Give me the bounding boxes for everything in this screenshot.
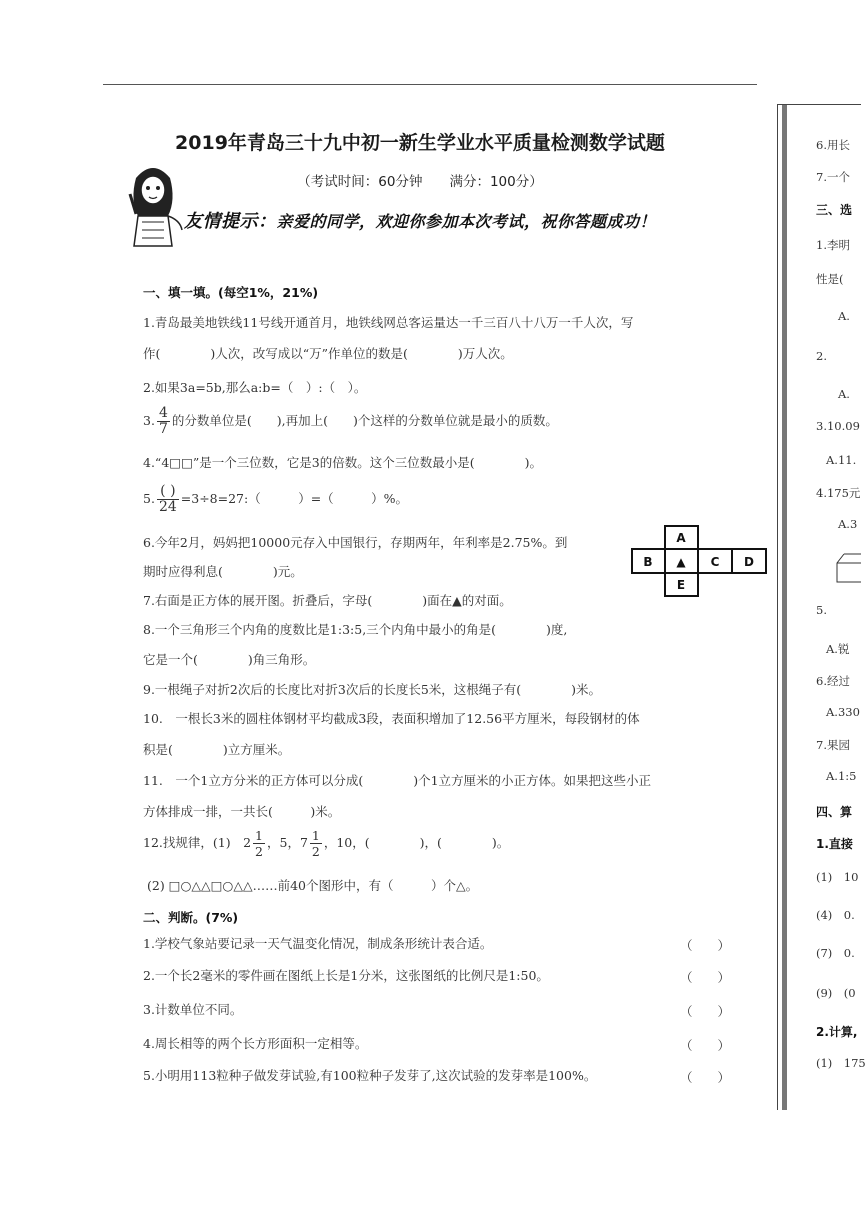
right-line: A.11. xyxy=(826,453,857,467)
right-line: A. xyxy=(838,309,850,323)
right-line: 6.经过 xyxy=(816,674,850,688)
right-line: 7.果园 xyxy=(816,738,850,752)
right-section-heading: 三、选 xyxy=(816,203,853,217)
question-12-text: ，5，7 xyxy=(267,835,308,850)
net-letter-b: B xyxy=(643,555,653,569)
question-8-line-1: 8.一个三角形三个内角的度数比是1:3:5,三个内角中最小的角是( )度, xyxy=(143,622,568,637)
answer-paren: （ ） xyxy=(680,1004,731,1019)
right-line: A. xyxy=(838,387,850,401)
net-letter-a: A xyxy=(676,531,686,545)
right-section-heading: 四、算 xyxy=(816,805,853,819)
fraction-numerator: 1 xyxy=(255,828,263,843)
answer-paren: （ ） xyxy=(680,1038,731,1053)
judgement-item: 5.小明用113粒种子做发芽试验,有100粒种子发芽了,这次试验的发芽率是100%。 xyxy=(143,1068,597,1083)
fraction-denominator: 7 xyxy=(158,421,168,437)
question-4: 4.“4□□”是一个三位数，它是3的倍数。这个三位数最小是( )。 xyxy=(143,455,542,470)
question-5-text: =3÷8=27:（ ）=（ ）%。 xyxy=(180,491,409,506)
cube-net-figure xyxy=(631,525,767,597)
right-line: 6.用长 xyxy=(816,138,850,152)
right-line: 性是( xyxy=(816,272,844,286)
fraction-one-half xyxy=(310,828,322,859)
right-line: (1) 175 xyxy=(816,1056,866,1070)
question-10-line-1: 10. 一根长3米的圆柱体钢材平均截成3段，表面积增加了12.56平方厘米，每段钢材的体 xyxy=(143,711,640,726)
right-line: 3.10.09 xyxy=(816,419,860,433)
section-1-heading: 一、填一填。(每空1%，21%) xyxy=(143,285,319,300)
right-line: 7.一个 xyxy=(816,170,850,184)
fraction-numerator: 1 xyxy=(311,828,320,843)
question-5 xyxy=(143,484,408,515)
friendly-tip xyxy=(184,207,656,233)
exam-title: 2019年青岛三十九中初一新生学业水平质量检测数学试题 xyxy=(175,132,665,154)
question-10-line-2: 积是( )立方厘米。 xyxy=(143,742,291,757)
page-edge xyxy=(782,105,787,1110)
question-5-number: 5. xyxy=(143,491,155,506)
right-subheading: 2.计算, xyxy=(816,1025,858,1039)
net-triangle: ▲ xyxy=(676,555,686,569)
question-11-line-1: 11. 一个1立方分米的正方体可以分成( )个1立方厘米的小正方体。如果把这些小正 xyxy=(143,773,652,788)
answer-paren: （ ） xyxy=(680,1070,731,1085)
tip-heading: 友情提示： xyxy=(184,211,277,232)
judgement-item: 3.计数单位不同。 xyxy=(143,1002,243,1017)
fraction-blank-24 xyxy=(157,484,179,515)
net-letter-c: C xyxy=(710,555,720,569)
question-2: 2.如果3a=5b,那么a:b=（ ）:（ ）。 xyxy=(143,380,367,395)
right-subheading: 1.直接 xyxy=(816,837,853,851)
fraction-denominator: 2 xyxy=(311,844,320,859)
question-3-number: 3. xyxy=(143,413,155,428)
net-letter-e: E xyxy=(676,578,686,592)
student-mascot-illustration xyxy=(122,160,184,248)
right-line: 2. xyxy=(816,349,827,363)
question-1-line-1: 1.青岛最美地铁线11号线开通首月，地铁线网总客运量达一千三百八十八万一千人次，写 xyxy=(143,315,634,330)
right-line: (9) (0 xyxy=(816,986,856,1000)
question-3 xyxy=(143,406,558,437)
question-12-part-2: (2) □○△△□○△△……前40个图形中，有（ ）个△。 xyxy=(147,878,479,893)
question-12-part-1 xyxy=(143,828,509,859)
answer-paren: （ ） xyxy=(680,970,731,985)
fraction-4-7 xyxy=(157,406,170,437)
judgement-item: 1.学校气象站要记录一天气温变化情况，制成条形统计表合适。 xyxy=(143,936,493,951)
right-line: A.锐 xyxy=(826,642,850,656)
section-2-heading: 二、判断。(7%) xyxy=(143,910,239,925)
right-line: A.330 xyxy=(826,705,860,719)
answer-paren: （ ） xyxy=(680,938,731,953)
question-11-line-2: 方体排成一排，一共长( )米。 xyxy=(143,804,341,819)
tip-text: 亲爱的同学，欢迎你参加本次考试，祝你答题成功！ xyxy=(276,212,657,231)
right-line: 1.李明 xyxy=(816,238,850,252)
question-12-text: 12.找规律，(1) 2 xyxy=(143,835,252,850)
right-line: A.3 xyxy=(838,517,858,531)
question-3-text: 的分数单位是( ),再加上( )个这样的分数单位就是最小的质数。 xyxy=(171,413,558,428)
right-line: (4) 0. xyxy=(816,908,855,922)
question-8-line-2: 它是一个( )角三角形。 xyxy=(143,652,316,667)
question-6-line-1: 6.今年2月，妈妈把10000元存入中国银行，存期两年，年利率是2.75%。到 xyxy=(143,535,568,550)
top-rule xyxy=(103,84,757,85)
question-12-text: ，10，( )，( )。 xyxy=(323,835,510,850)
exam-subtitle: （考试时间：60分钟 满分：100分） xyxy=(297,174,543,190)
judgement-item: 2.一个长2毫米的零件画在图纸上长是1分米，这张图纸的比例尺是1:50。 xyxy=(143,968,549,983)
fraction-denominator: 24 xyxy=(158,499,177,515)
net-letter-d: D xyxy=(744,555,754,569)
next-page-preview xyxy=(777,104,866,1110)
solid-figure-sketch xyxy=(836,553,861,583)
fraction-denominator: 2 xyxy=(255,844,263,859)
right-line: A.1:5 xyxy=(826,769,857,783)
right-line: 4.175元 xyxy=(816,486,861,500)
fraction-numerator: ( ) xyxy=(157,484,179,500)
fraction-one-half xyxy=(253,828,265,859)
right-line: (1) 10 xyxy=(816,870,859,884)
right-line: (7) 0. xyxy=(816,946,855,960)
question-9: 9.一根绳子对折2次后的长度比对折3次后的长度长5米，这根绳子有( )米。 xyxy=(143,682,602,697)
question-7: 7.右面是正方体的展开图。折叠后，字母( )面在▲的对面。 xyxy=(143,593,512,608)
fraction-numerator: 4 xyxy=(158,405,168,421)
judgement-item: 4.周长相等的两个长方形面积一定相等。 xyxy=(143,1036,368,1051)
right-line: 5. xyxy=(816,603,827,617)
question-6-line-2: 期时应得利息( )元。 xyxy=(143,564,303,579)
question-1-line-2: 作( )人次，改写成以“万”作单位的数是( )万人次。 xyxy=(143,346,513,361)
